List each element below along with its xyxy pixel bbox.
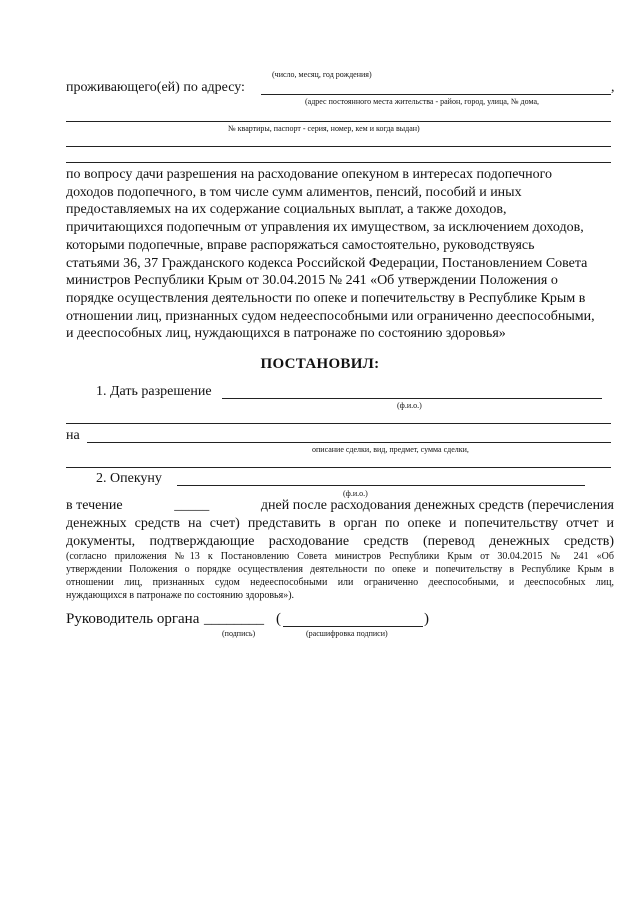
intro-line: по вопросу дачи разрешения на расходование опекуном в интересах подопечного — [66, 167, 553, 182]
decision-heading: ПОСТАНОВИЛ: — [260, 356, 380, 372]
address-label: проживающего(ей) по адресу: — [66, 80, 245, 95]
item2-body — [66, 515, 614, 550]
intro-line: порядке осуществления деятельности по опеке и попечительству в Республике Крым в — [66, 290, 586, 306]
item2-term-line — [66, 498, 614, 514]
item1-label: 1. Дать разрешение — [96, 384, 212, 399]
item2-label: 2. Опекуну — [96, 471, 162, 486]
item1-na-label: на — [66, 428, 80, 443]
intro-line: статьями 36, 37 Гражданского кодекса Российской Федерации, Постановлением Совета — [66, 255, 588, 271]
item2-body-line: документы, подтверждающие расходование средств (перевод денежных средств) — [66, 533, 614, 549]
note-line: (согласно приложения №13 к Постановлению Совета министров Республики Крым от 30.04.2015 № 241 «Об — [66, 551, 614, 562]
address-line[interactable] — [261, 94, 611, 95]
item1-fio-line[interactable] — [222, 398, 602, 399]
item2-fio-line[interactable] — [177, 485, 585, 486]
intro-line: и дееспособных лиц, нуждающихся в патронаже по состоянию здоровья» — [66, 326, 506, 342]
note-line: нуждающихся в патронаже по состоянию здоровья»). — [66, 590, 295, 601]
intro-paragraph — [66, 166, 614, 343]
signature-caption: (подпись) — [222, 629, 256, 638]
passport-line-2[interactable] — [66, 162, 611, 163]
item2-body-line: денежных средств на счет) представить в орган по опеке и попечительству отчет и — [66, 516, 614, 531]
intro-line: которыми подопечные, вправе распоряжаться самостоятельно, руководствуясь — [66, 237, 535, 253]
address-comma: , — [611, 80, 615, 95]
passport-line-1[interactable] — [66, 146, 611, 147]
dob-caption: (число, месяц, год рождения) — [272, 70, 372, 79]
term-suffix: дней после расходования денежных средств (перечисления — [260, 498, 614, 513]
item1-deal-line-2[interactable] — [66, 467, 611, 468]
note-line: утверждении Положения о порядке осуществления деятельности по опеке и попечительству в Республике Крым в — [66, 564, 614, 575]
intro-line: предоставляемых на их содержание социальных выплат, а также доходов, — [66, 202, 507, 218]
note-line: отношении лиц, признанных судом недееспособными или ограниченно дееспособными, и дееспособных лиц, — [66, 577, 614, 588]
signature-label: Руководитель органа — [66, 611, 200, 627]
address-line-2[interactable] — [66, 121, 611, 122]
intro-line: причитающихся подопечным от управления их имуществом, за исключением доходов, — [66, 220, 584, 236]
item1-deal-caption: описание сделки, вид, предмет, сумма сделки, — [312, 445, 469, 454]
item2-fio-caption: (ф.и.о.) — [343, 489, 368, 498]
item1-fio-line-2[interactable] — [66, 423, 611, 424]
signature-close-paren: ) — [424, 611, 429, 627]
term-days-blank[interactable]: _____ — [174, 498, 210, 513]
decode-caption: (расшифровка подписи) — [306, 629, 388, 638]
signature-blank[interactable]: ________ — [204, 611, 264, 627]
intro-line: отношении лиц, признанных судом недееспособными или ограниченно дееспособными, — [66, 308, 595, 324]
address-caption: (адрес постоянного места жительства - район, город, улица, № дома, — [305, 97, 540, 106]
item2-note — [66, 550, 614, 602]
term-prefix: в течение — [66, 498, 123, 513]
intro-line: министров Республики Крым от 30.04.2015 № 241 «Об утверждении Положения о — [66, 273, 558, 289]
signature-open-paren: ( — [276, 611, 281, 627]
item1-deal-line[interactable] — [87, 442, 611, 443]
item1-fio-caption: (ф.и.о.) — [397, 401, 422, 410]
apartment-caption: № квартиры, паспорт - серия, номер, кем и когда выдан) — [228, 124, 420, 133]
signature-decode-line[interactable] — [283, 626, 423, 627]
intro-line: доходов подопечного, в том числе сумм алиментов, пенсий, пособий и иных — [66, 184, 522, 200]
